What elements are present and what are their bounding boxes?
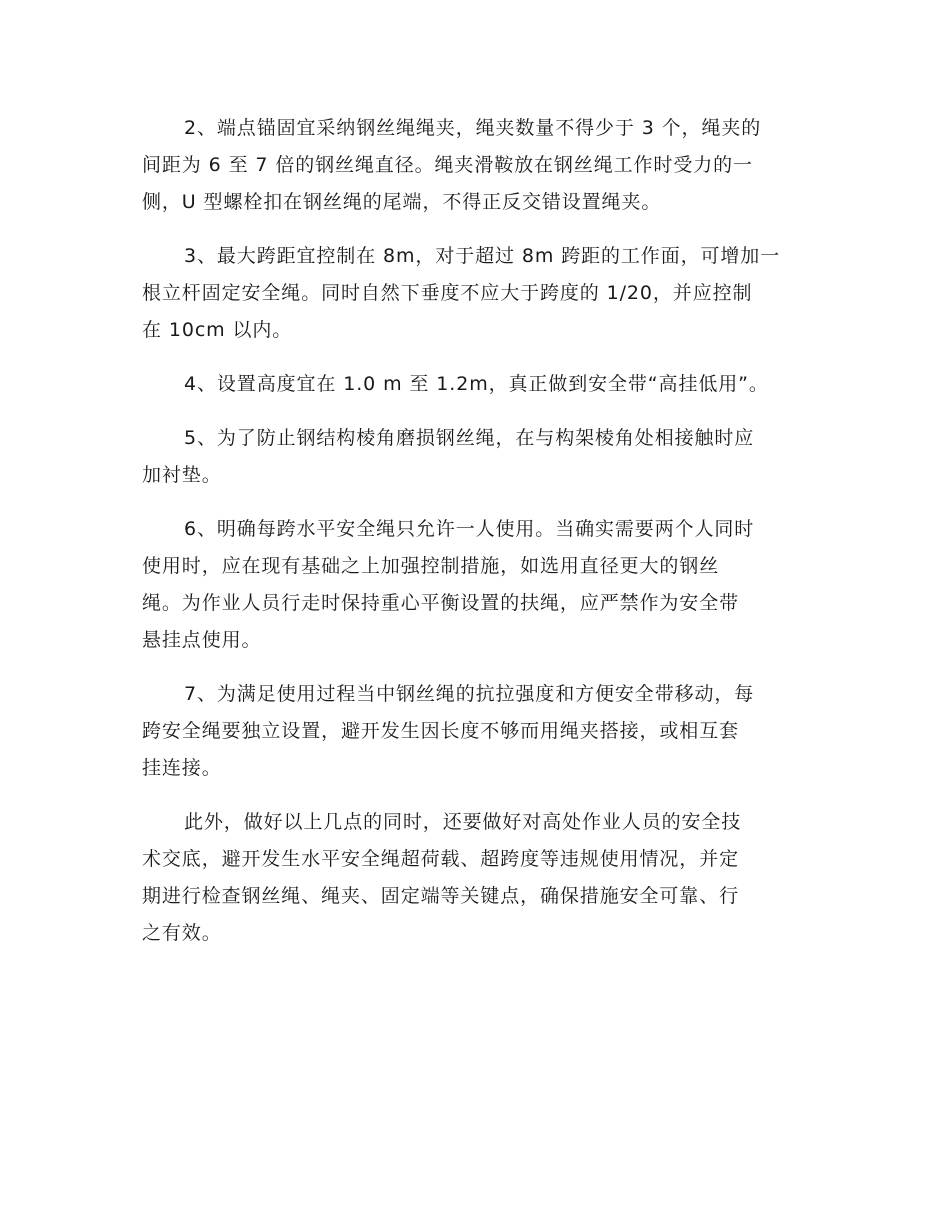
paragraph-line: 3、最大跨距宜控制在 8m，对于超过 8m 跨距的工作面，可增加一 xyxy=(184,245,781,267)
paragraph-line: 挂连接。 xyxy=(142,757,222,779)
paragraph-line: 5、为了防止钢结构棱角磨损钢丝绳，在与构架棱角处相接触时应 xyxy=(184,427,755,449)
paragraph-line: 绳。为作业人员行走时保持重心平衡设置的扶绳，应严禁作为安全带 xyxy=(142,592,740,614)
paragraph-line: 使用时，应在现有基础之上加强控制措施，如选用直径更大的钢丝 xyxy=(142,555,720,577)
paragraph-item-2 xyxy=(142,110,808,221)
paragraph-item-5 xyxy=(142,420,808,494)
paragraph-line: 术交底，避开发生水平安全绳超荷载、超跨度等违规使用情况，并定 xyxy=(142,848,740,870)
paragraph-item-6 xyxy=(142,511,808,659)
paragraph-line: 根立杆固定安全绳。同时自然下垂度不应大于跨度的 1/20，并应控制 xyxy=(142,282,753,304)
paragraph-line: 6、明确每跨水平安全绳只允许一人使用。当确实需要两个人同时 xyxy=(184,518,755,540)
paragraph-line: 悬挂点使用。 xyxy=(142,629,262,651)
paragraph-line: 此外，做好以上几点的同时，还要做好对高处作业人员的安全技 xyxy=(184,811,742,833)
paragraph-line: 期进行检查钢丝绳、绳夹、固定端等关键点，确保措施安全可靠、行 xyxy=(142,885,740,907)
paragraph-line: 在 10cm 以内。 xyxy=(142,319,293,341)
paragraph-summary xyxy=(142,804,808,952)
paragraph-line: 2、端点锚固宜采纳钢丝绳绳夹，绳夹数量不得少于 3 个，绳夹的 xyxy=(184,117,762,139)
document-body xyxy=(142,110,808,969)
paragraph-item-4 xyxy=(142,366,808,403)
paragraph-line: 侧，U 型螺栓扣在钢丝绳的尾端，不得正反交错设置绳夹。 xyxy=(142,191,662,213)
paragraph-line: 间距为 6 至 7 倍的钢丝绳直径。绳夹滑鞍放在钢丝绳工作时受力的一 xyxy=(142,154,753,176)
paragraph-line: 7、为满足使用过程当中钢丝绳的抗拉强度和方便安全带移动，每 xyxy=(184,683,755,705)
paragraph-line: 之有效。 xyxy=(142,922,222,944)
paragraph-item-3 xyxy=(142,238,808,349)
paragraph-item-7 xyxy=(142,676,808,787)
paragraph-line: 跨安全绳要独立设置，避开发生因长度不够而用绳夹搭接，或相互套 xyxy=(142,720,740,742)
paragraph-line: 加衬垫。 xyxy=(142,464,222,486)
paragraph-line: 4、设置高度宜在 1.0 m 至 1.2m，真正做到安全带“高挂低用”。 xyxy=(184,373,769,395)
